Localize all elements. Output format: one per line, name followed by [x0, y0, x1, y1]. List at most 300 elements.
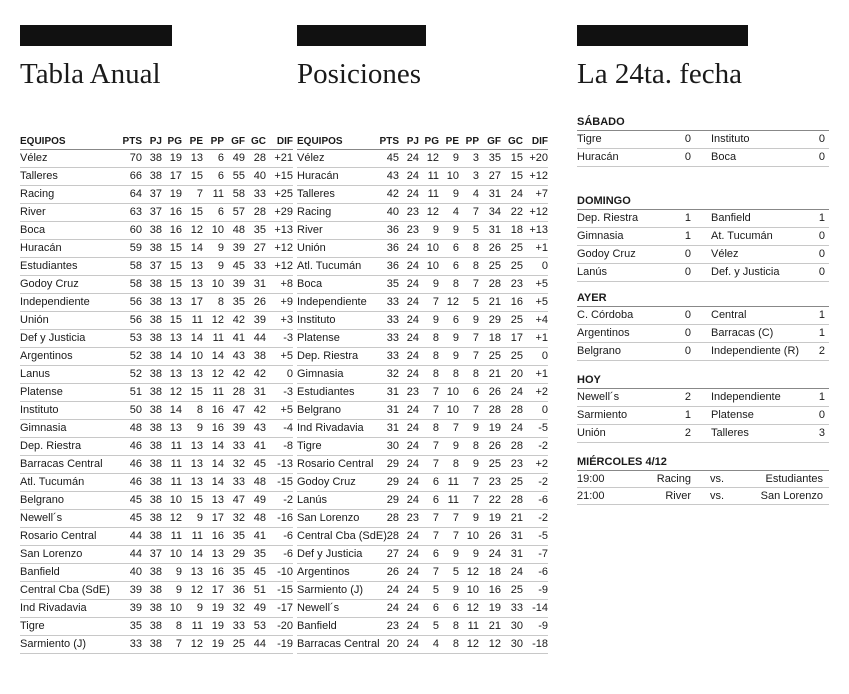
- team-name: Racing: [20, 186, 116, 204]
- stat-pj: 24: [399, 366, 419, 384]
- stat-dif: 0: [523, 258, 548, 276]
- stat-gc: 30: [501, 636, 523, 654]
- stat-pe: 15: [182, 492, 203, 510]
- stat-gc: 49: [245, 492, 266, 510]
- stat-pts: 63: [116, 204, 142, 222]
- away-team: Central: [711, 309, 747, 321]
- stat-gc: 44: [245, 330, 266, 348]
- stat-dif: -3: [266, 384, 293, 402]
- stat-dif: -15: [266, 474, 293, 492]
- table-row: [297, 186, 548, 204]
- stat-pg: 14: [162, 348, 182, 366]
- stat-pts: 45: [116, 492, 142, 510]
- stat-gc: 41: [245, 528, 266, 546]
- stat-pe: 9: [182, 600, 203, 618]
- stat-pj: 38: [142, 564, 162, 582]
- table-header-row: [20, 133, 293, 150]
- stat-gf: 25: [479, 456, 501, 474]
- stat-pts: 40: [377, 204, 399, 222]
- stat-dif: -5: [523, 420, 548, 438]
- match-row: [577, 264, 829, 282]
- column-header-pj: PJ: [142, 133, 162, 150]
- stat-gc: 31: [501, 528, 523, 546]
- stat-pp: 13: [203, 492, 224, 510]
- match-row: [577, 149, 829, 167]
- stat-pe: 9: [439, 330, 459, 348]
- stat-pg: 12: [162, 510, 182, 528]
- stat-dif: +5: [523, 294, 548, 312]
- stat-pp: 8: [203, 294, 224, 312]
- stat-pe: 9: [439, 150, 459, 168]
- stat-pp: 19: [203, 636, 224, 654]
- stat-gf: 21: [479, 366, 501, 384]
- stat-gc: 24: [501, 384, 523, 402]
- stat-pe: 11: [439, 492, 459, 510]
- stat-pg: 7: [419, 528, 439, 546]
- stat-pp: 17: [203, 510, 224, 528]
- stat-gf: 18: [479, 330, 501, 348]
- stat-dif: +13: [266, 222, 293, 240]
- home-team: Tigre: [577, 133, 602, 145]
- stat-pj: 38: [142, 168, 162, 186]
- home-team: Racing: [656, 473, 691, 485]
- stat-pg: 7: [419, 438, 439, 456]
- stat-dif: -4: [266, 420, 293, 438]
- stat-pe: 9: [439, 222, 459, 240]
- stat-pp: 3: [459, 168, 479, 186]
- stat-pts: 70: [116, 150, 142, 168]
- stat-pg: 10: [419, 240, 439, 258]
- column-header-pj: PJ: [399, 133, 419, 150]
- stat-pg: 19: [162, 186, 182, 204]
- stat-pe: 17: [182, 294, 203, 312]
- stat-gf: 32: [224, 456, 245, 474]
- stat-gf: 39: [224, 240, 245, 258]
- stat-pj: 38: [142, 636, 162, 654]
- stat-pg: 5: [419, 618, 439, 636]
- stat-gc: 25: [501, 582, 523, 600]
- stat-gc: 25: [501, 258, 523, 276]
- stat-pj: 24: [399, 168, 419, 186]
- stat-pe: 13: [182, 456, 203, 474]
- stat-dif: +5: [266, 402, 293, 420]
- away-team: Instituto: [711, 133, 750, 145]
- team-name: Instituto: [297, 312, 377, 330]
- stat-gc: 42: [245, 366, 266, 384]
- stat-gf: 35: [224, 294, 245, 312]
- kickoff-time: 21:00: [577, 490, 605, 502]
- stat-pe: 9: [182, 510, 203, 528]
- stat-pj: 24: [399, 186, 419, 204]
- team-name: Rosario Central: [297, 456, 377, 474]
- fecha-title: La 24ta. fecha: [577, 58, 743, 90]
- stat-pts: 23: [377, 618, 399, 636]
- stat-pg: 11: [162, 474, 182, 492]
- stat-pj: 38: [142, 294, 162, 312]
- stat-pg: 9: [419, 222, 439, 240]
- team-name: Talleres: [297, 186, 377, 204]
- stat-pj: 24: [399, 438, 419, 456]
- day-heading: DOMINGO: [577, 193, 829, 210]
- stat-pe: 12: [182, 636, 203, 654]
- stat-pg: 6: [419, 492, 439, 510]
- team-name: Dep. Riestra: [20, 438, 116, 456]
- column-header-dif: DIF: [523, 133, 548, 150]
- stat-pe: 9: [439, 438, 459, 456]
- day-heading: SÁBADO: [577, 114, 829, 131]
- stat-pg: 4: [419, 636, 439, 654]
- stat-pp: 8: [459, 240, 479, 258]
- stat-dif: -9: [523, 582, 548, 600]
- stat-pts: 35: [377, 276, 399, 294]
- team-name: Estudiantes: [20, 258, 116, 276]
- away-team: Def. y Justicia: [711, 266, 780, 278]
- stat-pg: 10: [162, 546, 182, 564]
- stat-pj: 24: [399, 150, 419, 168]
- team-name: Godoy Cruz: [20, 276, 116, 294]
- stat-dif: +12: [523, 204, 548, 222]
- table-row: [20, 348, 293, 366]
- stat-pg: 12: [419, 204, 439, 222]
- stat-pp: 6: [203, 168, 224, 186]
- stat-pg: 7: [419, 294, 439, 312]
- away-team: Independiente: [711, 391, 781, 403]
- away-team: Estudiantes: [765, 473, 823, 485]
- stat-pe: 15: [182, 204, 203, 222]
- column-header-pp: PP: [203, 133, 224, 150]
- team-name: River: [297, 222, 377, 240]
- team-name: Huracán: [297, 168, 377, 186]
- stat-gf: 26: [479, 240, 501, 258]
- stat-pj: 24: [399, 564, 419, 582]
- stat-pp: 5: [459, 222, 479, 240]
- stat-pts: 52: [116, 366, 142, 384]
- team-name: Estudiantes: [297, 384, 377, 402]
- stat-gf: 16: [479, 582, 501, 600]
- team-name: Def y Justicia: [297, 546, 377, 564]
- column-header-gc: GC: [501, 133, 523, 150]
- table-row: [20, 384, 293, 402]
- stat-gc: 24: [501, 420, 523, 438]
- anual-header-bar: [20, 25, 172, 46]
- stat-pg: 8: [419, 330, 439, 348]
- stat-dif: -5: [523, 528, 548, 546]
- team-name: Platense: [297, 330, 377, 348]
- table-row: [20, 402, 293, 420]
- stat-gf: 28: [224, 384, 245, 402]
- stat-gf: 26: [479, 384, 501, 402]
- table-row: [20, 546, 293, 564]
- table-row: [20, 600, 293, 618]
- team-name: Platense: [20, 384, 116, 402]
- table-header-row: [297, 133, 548, 150]
- away-score: 1: [818, 391, 825, 403]
- stat-pg: 7: [419, 456, 439, 474]
- stat-gf: 12: [479, 636, 501, 654]
- stat-pe: 14: [182, 330, 203, 348]
- stat-pe: 9: [439, 546, 459, 564]
- stat-pj: 23: [399, 384, 419, 402]
- away-team: Vélez: [711, 248, 739, 260]
- stat-gc: 25: [501, 312, 523, 330]
- stat-gc: 20: [501, 366, 523, 384]
- team-name: Def y Justicia: [20, 330, 116, 348]
- stat-pp: 7: [459, 276, 479, 294]
- stat-pg: 19: [162, 150, 182, 168]
- stat-pp: 16: [203, 402, 224, 420]
- anual-title: Tabla Anual: [20, 58, 161, 90]
- stat-pts: 33: [377, 294, 399, 312]
- stat-gc: 28: [501, 438, 523, 456]
- stat-pg: 16: [162, 222, 182, 240]
- stat-pj: 24: [399, 492, 419, 510]
- stat-gc: 28: [245, 204, 266, 222]
- stat-pp: 9: [459, 312, 479, 330]
- match-row: [577, 325, 829, 343]
- stat-gc: 25: [501, 240, 523, 258]
- stat-pts: 32: [377, 366, 399, 384]
- home-team: Lanús: [577, 266, 607, 278]
- fixtures-day-sabado: [577, 114, 829, 167]
- stat-pj: 38: [142, 240, 162, 258]
- fixtures-day-hoy: [577, 372, 829, 443]
- stat-pj: 38: [142, 222, 162, 240]
- stat-pg: 8: [419, 366, 439, 384]
- stat-pe: 11: [439, 474, 459, 492]
- stat-gf: 45: [224, 258, 245, 276]
- team-name: Racing: [297, 204, 377, 222]
- stat-pe: 8: [439, 276, 459, 294]
- posiciones-title: Posiciones: [297, 58, 422, 90]
- stat-dif: +15: [266, 168, 293, 186]
- match-row: [577, 246, 829, 264]
- stat-dif: -7: [523, 546, 548, 564]
- stat-gf: 43: [224, 348, 245, 366]
- table-row: [20, 492, 293, 510]
- stat-pg: 7: [419, 510, 439, 528]
- stat-pts: 33: [377, 312, 399, 330]
- home-team: Unión: [577, 427, 606, 439]
- stat-pj: 37: [142, 204, 162, 222]
- stat-dif: +4: [523, 312, 548, 330]
- stat-gc: 31: [245, 384, 266, 402]
- stat-gc: 26: [245, 294, 266, 312]
- stat-pp: 7: [459, 348, 479, 366]
- stat-dif: +1: [523, 366, 548, 384]
- stat-pg: 9: [419, 276, 439, 294]
- stat-gf: 47: [224, 402, 245, 420]
- stat-pg: 10: [162, 600, 182, 618]
- stat-pe: 12: [439, 294, 459, 312]
- home-score: 1: [684, 230, 691, 242]
- team-name: Banfield: [297, 618, 377, 636]
- stat-pg: 16: [162, 204, 182, 222]
- away-team: Barracas (C): [711, 327, 774, 339]
- home-team: Huracán: [577, 151, 619, 163]
- team-name: Argentinos: [297, 564, 377, 582]
- stat-gf: 34: [479, 204, 501, 222]
- team-name: Unión: [20, 312, 116, 330]
- stat-gf: 48: [224, 222, 245, 240]
- stat-pe: 13: [182, 258, 203, 276]
- stat-pp: 9: [459, 546, 479, 564]
- table-row: [297, 618, 548, 636]
- stat-pp: 8: [459, 258, 479, 276]
- table-row: [297, 348, 548, 366]
- stat-pp: 6: [203, 150, 224, 168]
- stat-pg: 11: [162, 528, 182, 546]
- stat-gf: 31: [479, 222, 501, 240]
- column-header-pts: PTS: [377, 133, 399, 150]
- stat-pe: 8: [182, 402, 203, 420]
- stat-pe: 9: [439, 582, 459, 600]
- stat-pts: 29: [377, 474, 399, 492]
- stat-pts: 51: [116, 384, 142, 402]
- stat-gf: 42: [224, 312, 245, 330]
- stat-pts: 60: [116, 222, 142, 240]
- stat-pp: 10: [459, 582, 479, 600]
- stat-pp: 10: [459, 528, 479, 546]
- stat-pts: 45: [116, 510, 142, 528]
- table-row: [20, 150, 293, 168]
- stat-pts: 46: [116, 474, 142, 492]
- table-row: [297, 222, 548, 240]
- stat-pe: 13: [182, 564, 203, 582]
- stat-dif: +12: [266, 240, 293, 258]
- away-score: 2: [818, 345, 825, 357]
- table-row: [20, 366, 293, 384]
- stat-dif: +7: [523, 186, 548, 204]
- match-row: [577, 425, 829, 443]
- stat-pe: 11: [182, 528, 203, 546]
- stat-gf: 57: [224, 204, 245, 222]
- stat-dif: -6: [266, 546, 293, 564]
- stat-pts: 40: [116, 564, 142, 582]
- stat-gc: 51: [245, 582, 266, 600]
- away-team: Platense: [711, 409, 754, 421]
- stat-gc: 15: [501, 150, 523, 168]
- away-score: 0: [818, 248, 825, 260]
- stat-pj: 24: [399, 456, 419, 474]
- stat-gc: 22: [501, 204, 523, 222]
- team-name: Vélez: [297, 150, 377, 168]
- stat-gf: 19: [479, 510, 501, 528]
- stat-gf: 49: [224, 150, 245, 168]
- stat-dif: +9: [266, 294, 293, 312]
- stat-pj: 38: [142, 474, 162, 492]
- team-name: Belgrano: [297, 402, 377, 420]
- stat-dif: +2: [523, 456, 548, 474]
- stat-pts: 56: [116, 312, 142, 330]
- stat-gf: 55: [224, 168, 245, 186]
- table-row: [20, 438, 293, 456]
- stat-pj: 24: [399, 636, 419, 654]
- team-name: Talleres: [20, 168, 116, 186]
- scheduled-match-row: [577, 488, 829, 505]
- stat-pp: 12: [203, 366, 224, 384]
- table-row: [297, 402, 548, 420]
- stat-pp: 7: [459, 330, 479, 348]
- stat-gf: 29: [479, 312, 501, 330]
- stat-gc: 38: [245, 348, 266, 366]
- away-score: 0: [818, 230, 825, 242]
- team-name: Independiente: [297, 294, 377, 312]
- away-team: Boca: [711, 151, 737, 163]
- team-name: Gimnasia: [20, 420, 116, 438]
- stat-pp: 16: [203, 420, 224, 438]
- home-score: 0: [684, 133, 691, 145]
- team-name: Argentinos: [20, 348, 116, 366]
- stat-gf: 25: [479, 348, 501, 366]
- column-header-dif: DIF: [266, 133, 293, 150]
- stat-pj: 24: [399, 618, 419, 636]
- stat-pts: 28: [377, 528, 399, 546]
- stat-pp: 19: [203, 600, 224, 618]
- stat-dif: +21: [266, 150, 293, 168]
- match-row: [577, 228, 829, 246]
- stat-pj: 38: [142, 276, 162, 294]
- stat-pts: 46: [116, 438, 142, 456]
- stat-dif: -2: [523, 474, 548, 492]
- stat-dif: -6: [523, 564, 548, 582]
- stat-gf: 18: [479, 564, 501, 582]
- stat-gf: 32: [224, 510, 245, 528]
- scheduled-match-row: [577, 471, 829, 488]
- team-name: Lanús: [297, 492, 377, 510]
- stat-pts: 45: [377, 150, 399, 168]
- stat-pts: 35: [116, 618, 142, 636]
- table-row: [20, 312, 293, 330]
- stat-pts: 46: [116, 456, 142, 474]
- stat-pts: 24: [377, 600, 399, 618]
- away-score: 0: [818, 409, 825, 421]
- stat-gc: 23: [501, 276, 523, 294]
- stat-pg: 10: [419, 258, 439, 276]
- table-row: [20, 456, 293, 474]
- stat-gc: 16: [501, 294, 523, 312]
- home-score: 1: [684, 409, 691, 421]
- stat-dif: +12: [266, 258, 293, 276]
- stat-pe: 15: [182, 384, 203, 402]
- stat-pg: 5: [419, 582, 439, 600]
- stat-gc: 24: [501, 186, 523, 204]
- stat-pj: 38: [142, 348, 162, 366]
- stat-pe: 9: [439, 348, 459, 366]
- stat-pg: 6: [419, 474, 439, 492]
- table-row: [20, 618, 293, 636]
- stat-pp: 19: [203, 618, 224, 636]
- stat-gf: 26: [479, 438, 501, 456]
- stat-gf: 25: [479, 258, 501, 276]
- stat-pj: 24: [399, 420, 419, 438]
- stat-pts: 58: [116, 258, 142, 276]
- stat-pts: 26: [377, 564, 399, 582]
- table-row: [297, 438, 548, 456]
- table-row: [20, 258, 293, 276]
- home-team: Gimnasia: [577, 230, 624, 242]
- column-header-pg: PG: [419, 133, 439, 150]
- stat-pj: 38: [142, 582, 162, 600]
- team-name: Gimnasia: [297, 366, 377, 384]
- team-name: Dep. Riestra: [297, 348, 377, 366]
- team-name: Independiente: [20, 294, 116, 312]
- stat-gc: 31: [245, 276, 266, 294]
- stat-pe: 14: [182, 546, 203, 564]
- stat-pg: 13: [162, 420, 182, 438]
- stat-pg: 15: [162, 240, 182, 258]
- away-team: Talleres: [711, 427, 749, 439]
- stat-gf: 21: [479, 618, 501, 636]
